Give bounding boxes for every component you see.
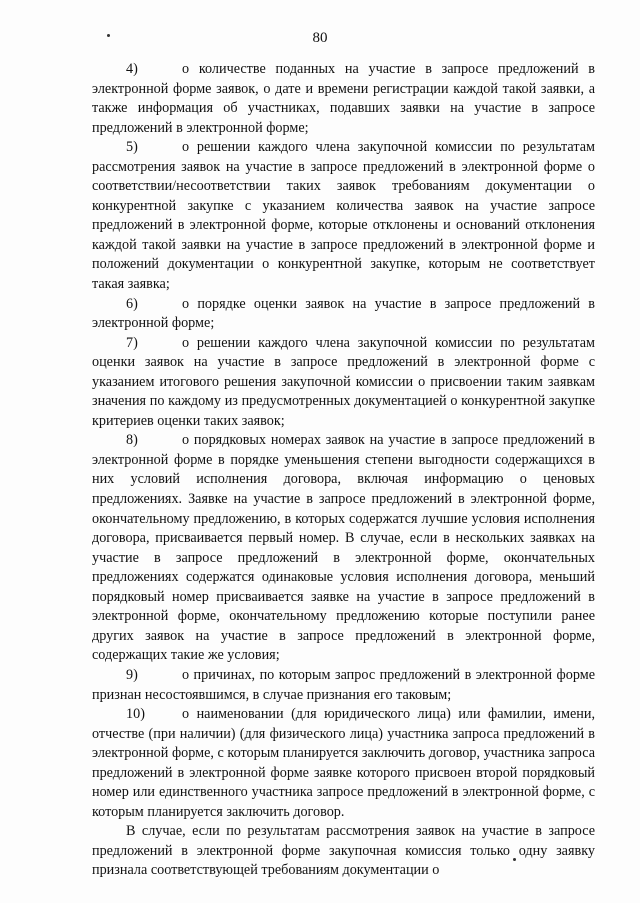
list-item-10 — [92, 705, 595, 822]
item-number: 5) — [126, 139, 138, 156]
item-text: о наименовании (для юридического лица) или фамилии, имени, отчестве (при наличии) (для физического лица) участника запроса предложений в электронной форме, с которым планируется заключить договор, участника запроса предложений в электронной форме заявке которого присвоен второй порядковый номер или единственного участника запросе предложений в электронной форме, с которым планируется заключить договор. — [92, 706, 595, 820]
item-number: 4) — [126, 61, 138, 77]
item-text: о порядковых номерах заявок на участие в запросе предложений в электронной форме в порядке уменьшения степени выгодности содержащихся в них условий исполнения договора, включая информацию о ценовых предложениях. Заявке на участие в запросе предложений в электронной форме, окончательному предложению, в которых содержатся лучшие условия исполнения договора, присваивается первый номер. В случае, если в нескольких заявках на участие в запросе предложений в электронной форме, окончательных предложениях содержатся одинаковые условия исполнения договора, меньший порядковый номер присваивается заявке на участие в запросе предложений в электронной форме, окончательному предложению которые поступили ранее других заявок на участие в запросе предложений в электронной форме, содержащих такие же условия; — [92, 432, 595, 664]
list-item-6 — [92, 295, 595, 334]
item-number: 9) — [126, 666, 138, 683]
item-text: о причинах, по которым запрос предложений в электронной форме признан несостоявшимся, в случае признания его таковым; — [92, 666, 595, 703]
item-text: о решении каждого члена закупочной комиссии по результатам рассмотрения заявок на участие в запросе предложений в электронной форме о соответствии/несоответствии таких заявок требованиям документации о конкурентной закупке с указанием количества заявок на участие запросе предложений в электронной форме, которые отклонены и оснований отклонения каждой такой заявки на участие в запросе предложений в электронной форме и положений документации о конкурентной закупке, которым не соответствует такая заявка; — [92, 139, 595, 293]
list-item-9 — [92, 666, 595, 705]
document-body — [92, 60, 595, 881]
item-number: 6) — [126, 295, 138, 312]
item-text: о порядке оценки заявок на участие в запросе предложений в электронной форме; — [92, 295, 595, 332]
page-number: 80 — [312, 30, 328, 46]
list-item-5 — [92, 138, 595, 294]
list-item-8 — [92, 431, 595, 666]
list-item-4 — [92, 60, 595, 138]
item-number: 7) — [126, 334, 138, 351]
closing-paragraph: В случае, если по результатам рассмотрения заявок на участие в запросе предложений в электронной форме закупочная комиссия только одну заявку признала соответствующей требованиям документации о — [92, 823, 595, 879]
item-number: 10) — [126, 706, 145, 723]
item-number: 8) — [126, 432, 138, 449]
item-text: о количестве поданных на участие в запросе предложений в электронной форме заявок, о дате и времени регистрации каждой такой заявки, а также информация об участниках, подавших заявки на участие в запросе предложений в электронной форме; — [92, 61, 595, 136]
list-item-7 — [92, 334, 595, 432]
item-text: о решении каждого члена закупочной комиссии по результатам оценки заявок на участие в запросе предложений в электронной форме с указанием итогового решения закупочной комиссии о присвоении таким заявкам значения по каждому из предусмотренных документацией о конкурентной закупке критериев оценки таких заявок; — [92, 334, 595, 429]
